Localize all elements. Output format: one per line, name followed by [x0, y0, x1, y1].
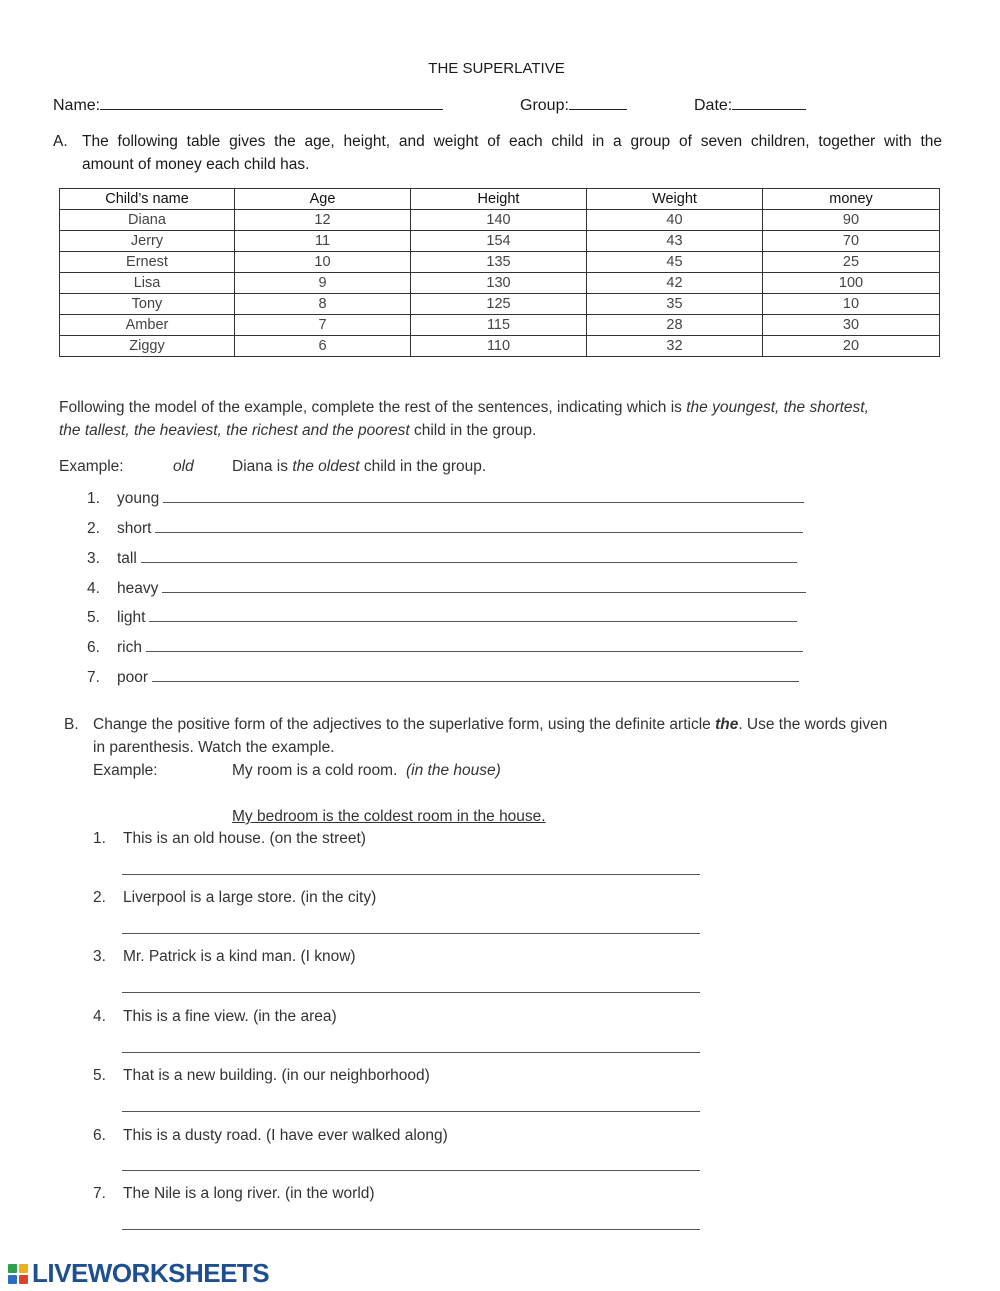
adjective-item: [87, 639, 803, 657]
item-word: rich: [117, 639, 142, 656]
section-b-line1-end: . Use the words given: [738, 716, 888, 733]
instructions-line2-italic: the tallest, the heaviest, the richest and the poorest: [59, 422, 410, 439]
table-cell: 30: [763, 315, 940, 336]
table-cell: 42: [587, 273, 763, 294]
column-header: Age: [235, 189, 411, 210]
table-cell: 43: [587, 231, 763, 252]
liveworksheets-logo: [8, 1258, 269, 1289]
table-cell: Jerry: [60, 231, 235, 252]
group-label: Group:: [520, 97, 569, 114]
section-a-intro-line2: amount of money each child has.: [82, 156, 310, 173]
instructions-line2: child in the group.: [409, 422, 537, 439]
table-cell: 11: [235, 231, 411, 252]
item-word: young: [117, 490, 160, 507]
logo-square: [8, 1275, 17, 1284]
table-cell: Tony: [60, 294, 235, 315]
answer-line[interactable]: [122, 1051, 700, 1053]
item-word: short: [117, 520, 152, 537]
item-number: 3.: [87, 550, 100, 567]
section-b-intro-line1: [93, 713, 887, 736]
table-row: [60, 294, 940, 315]
table-cell: 8: [235, 294, 411, 315]
sentence-item: [93, 1064, 430, 1087]
table-row: [60, 252, 940, 273]
item-number: 6.: [93, 1127, 106, 1144]
table-cell: 35: [587, 294, 763, 315]
table-cell: 140: [411, 210, 587, 231]
answer-line[interactable]: [122, 873, 700, 875]
sentence-item: [93, 1005, 337, 1028]
example-b-answer: My bedroom is the coldest room in the house.: [232, 808, 546, 825]
answer-line[interactable]: [155, 520, 803, 533]
item-number: 4.: [87, 580, 100, 597]
adjective-item: [87, 609, 797, 627]
example-a-label: Example:: [59, 458, 124, 475]
logo-square: [8, 1264, 17, 1273]
item-word: light: [117, 609, 146, 626]
table-cell: 100: [763, 273, 940, 294]
logo-icon: [8, 1264, 28, 1284]
item-number: 1.: [87, 490, 100, 507]
instructions-line1: Following the model of the example, complete the rest of the sentences, indicating which is: [59, 399, 687, 416]
example-b-hint: (in the house): [406, 762, 501, 779]
table-row: [60, 315, 940, 336]
sentence-item: [93, 1124, 448, 1147]
answer-line[interactable]: [122, 1110, 700, 1112]
definite-article: the: [715, 716, 739, 733]
item-word: tall: [117, 550, 137, 567]
date-label: Date:: [694, 97, 733, 114]
table-cell: 70: [763, 231, 940, 252]
table-cell: 9: [235, 273, 411, 294]
section-b-line1-text: Change the positive form of the adjectives to the superlative form, using the definite article: [93, 716, 716, 733]
item-number: 3.: [93, 948, 106, 965]
table-cell: 32: [587, 336, 763, 357]
sentence-text: This is an old house. (on the street): [123, 830, 366, 847]
group-field[interactable]: [520, 94, 627, 115]
table-cell: 115: [411, 315, 587, 336]
date-line[interactable]: [732, 94, 806, 110]
table-cell: Ziggy: [60, 336, 235, 357]
table-cell: 20: [763, 336, 940, 357]
logo-square: [19, 1264, 28, 1273]
item-word: heavy: [117, 580, 159, 597]
table-cell: 7: [235, 315, 411, 336]
section-a-letter: A.: [53, 133, 68, 150]
date-field[interactable]: [694, 94, 806, 115]
example-a-italic: the oldest: [292, 458, 360, 475]
instructions: [59, 396, 949, 442]
answer-line[interactable]: [162, 580, 806, 593]
logo-text: LIVEWORKSHEETS: [32, 1258, 270, 1288]
instructions-line1-italic: the youngest, the shortest,: [686, 399, 869, 416]
adjective-item: [87, 669, 799, 687]
table-header-row: [60, 189, 940, 210]
table-cell: Diana: [60, 210, 235, 231]
example-b-sentence: My room is a cold room.: [232, 762, 398, 779]
table-cell: Ernest: [60, 252, 235, 273]
item-number: 7.: [93, 1185, 106, 1202]
answer-line[interactable]: [122, 1228, 700, 1230]
sentence-text: This is a fine view. (in the area): [123, 1008, 337, 1025]
sentence-item: [93, 827, 366, 850]
column-header: Height: [411, 189, 587, 210]
item-number: 6.: [87, 639, 100, 656]
table-row: [60, 231, 940, 252]
table-cell: 130: [411, 273, 587, 294]
adjective-item: [87, 490, 804, 508]
example-a-pre: Diana is: [232, 458, 293, 475]
answer-line[interactable]: [163, 490, 804, 503]
table-cell: Amber: [60, 315, 235, 336]
table-cell: 28: [587, 315, 763, 336]
table-cell: 135: [411, 252, 587, 273]
column-header: money: [763, 189, 940, 210]
table-cell: 110: [411, 336, 587, 357]
worksheet-title: THE SUPERLATIVE: [428, 60, 565, 77]
name-label: Name:: [53, 97, 101, 114]
table-row: [60, 336, 940, 357]
logo-square: [19, 1275, 28, 1284]
answer-line[interactable]: [149, 609, 797, 622]
table-cell: 6: [235, 336, 411, 357]
answer-line[interactable]: [152, 669, 799, 682]
example-a-word: old: [173, 458, 194, 475]
name-field[interactable]: [53, 94, 443, 115]
table-row: [60, 273, 940, 294]
table-cell: 125: [411, 294, 587, 315]
item-number: 4.: [93, 1008, 106, 1025]
table-cell: 10: [763, 294, 940, 315]
section-a-intro-line1: The following table gives the age, height, and weight of each child in a group of seven children, together with the: [82, 133, 942, 150]
column-header: Child’s name: [60, 189, 235, 210]
sentence-item: [93, 1182, 375, 1205]
table-cell: 45: [587, 252, 763, 273]
item-number: 2.: [93, 889, 106, 906]
item-number: 5.: [93, 1067, 106, 1084]
column-header: Weight: [587, 189, 763, 210]
sentence-text: Mr. Patrick is a kind man. (I know): [123, 948, 356, 965]
sentence-text: That is a new building. (in our neighborhood): [123, 1067, 430, 1084]
table-cell: 40: [587, 210, 763, 231]
sentence-item: [93, 886, 376, 909]
section-b-letter: B.: [64, 716, 79, 733]
sentence-text: Liverpool is a large store. (in the city): [123, 889, 377, 906]
example-a-sentence: [232, 455, 486, 478]
table-cell: 12: [235, 210, 411, 231]
section-b-intro-line2: in parenthesis. Watch the example.: [93, 739, 335, 756]
item-number: 5.: [87, 609, 100, 626]
answer-line[interactable]: [146, 639, 803, 652]
item-number: 7.: [87, 669, 100, 686]
table-cell: 25: [763, 252, 940, 273]
example-b-label: Example:: [93, 762, 158, 779]
example-b-sentence-row: [232, 759, 501, 782]
table-cell: 154: [411, 231, 587, 252]
answer-line[interactable]: [141, 550, 797, 563]
children-table: [59, 188, 940, 357]
example-a-post: child in the group.: [359, 458, 487, 475]
adjective-item: [87, 520, 803, 538]
item-word: poor: [117, 669, 149, 686]
sentence-item: [93, 945, 356, 968]
sentence-text: This is a dusty road. (I have ever walked along): [123, 1127, 448, 1144]
group-line[interactable]: [569, 94, 627, 110]
answer-line[interactable]: [122, 1169, 700, 1171]
table-cell: Lisa: [60, 273, 235, 294]
sentence-text: The Nile is a long river. (in the world): [123, 1185, 375, 1202]
table-cell: 90: [763, 210, 940, 231]
answer-line[interactable]: [122, 991, 700, 993]
table-row: [60, 210, 940, 231]
table-cell: 10: [235, 252, 411, 273]
item-number: 1.: [93, 830, 106, 847]
item-number: 2.: [87, 520, 100, 537]
adjective-item: [87, 580, 806, 598]
name-line[interactable]: [100, 94, 443, 110]
answer-line[interactable]: [122, 932, 700, 934]
adjective-item: [87, 550, 797, 568]
